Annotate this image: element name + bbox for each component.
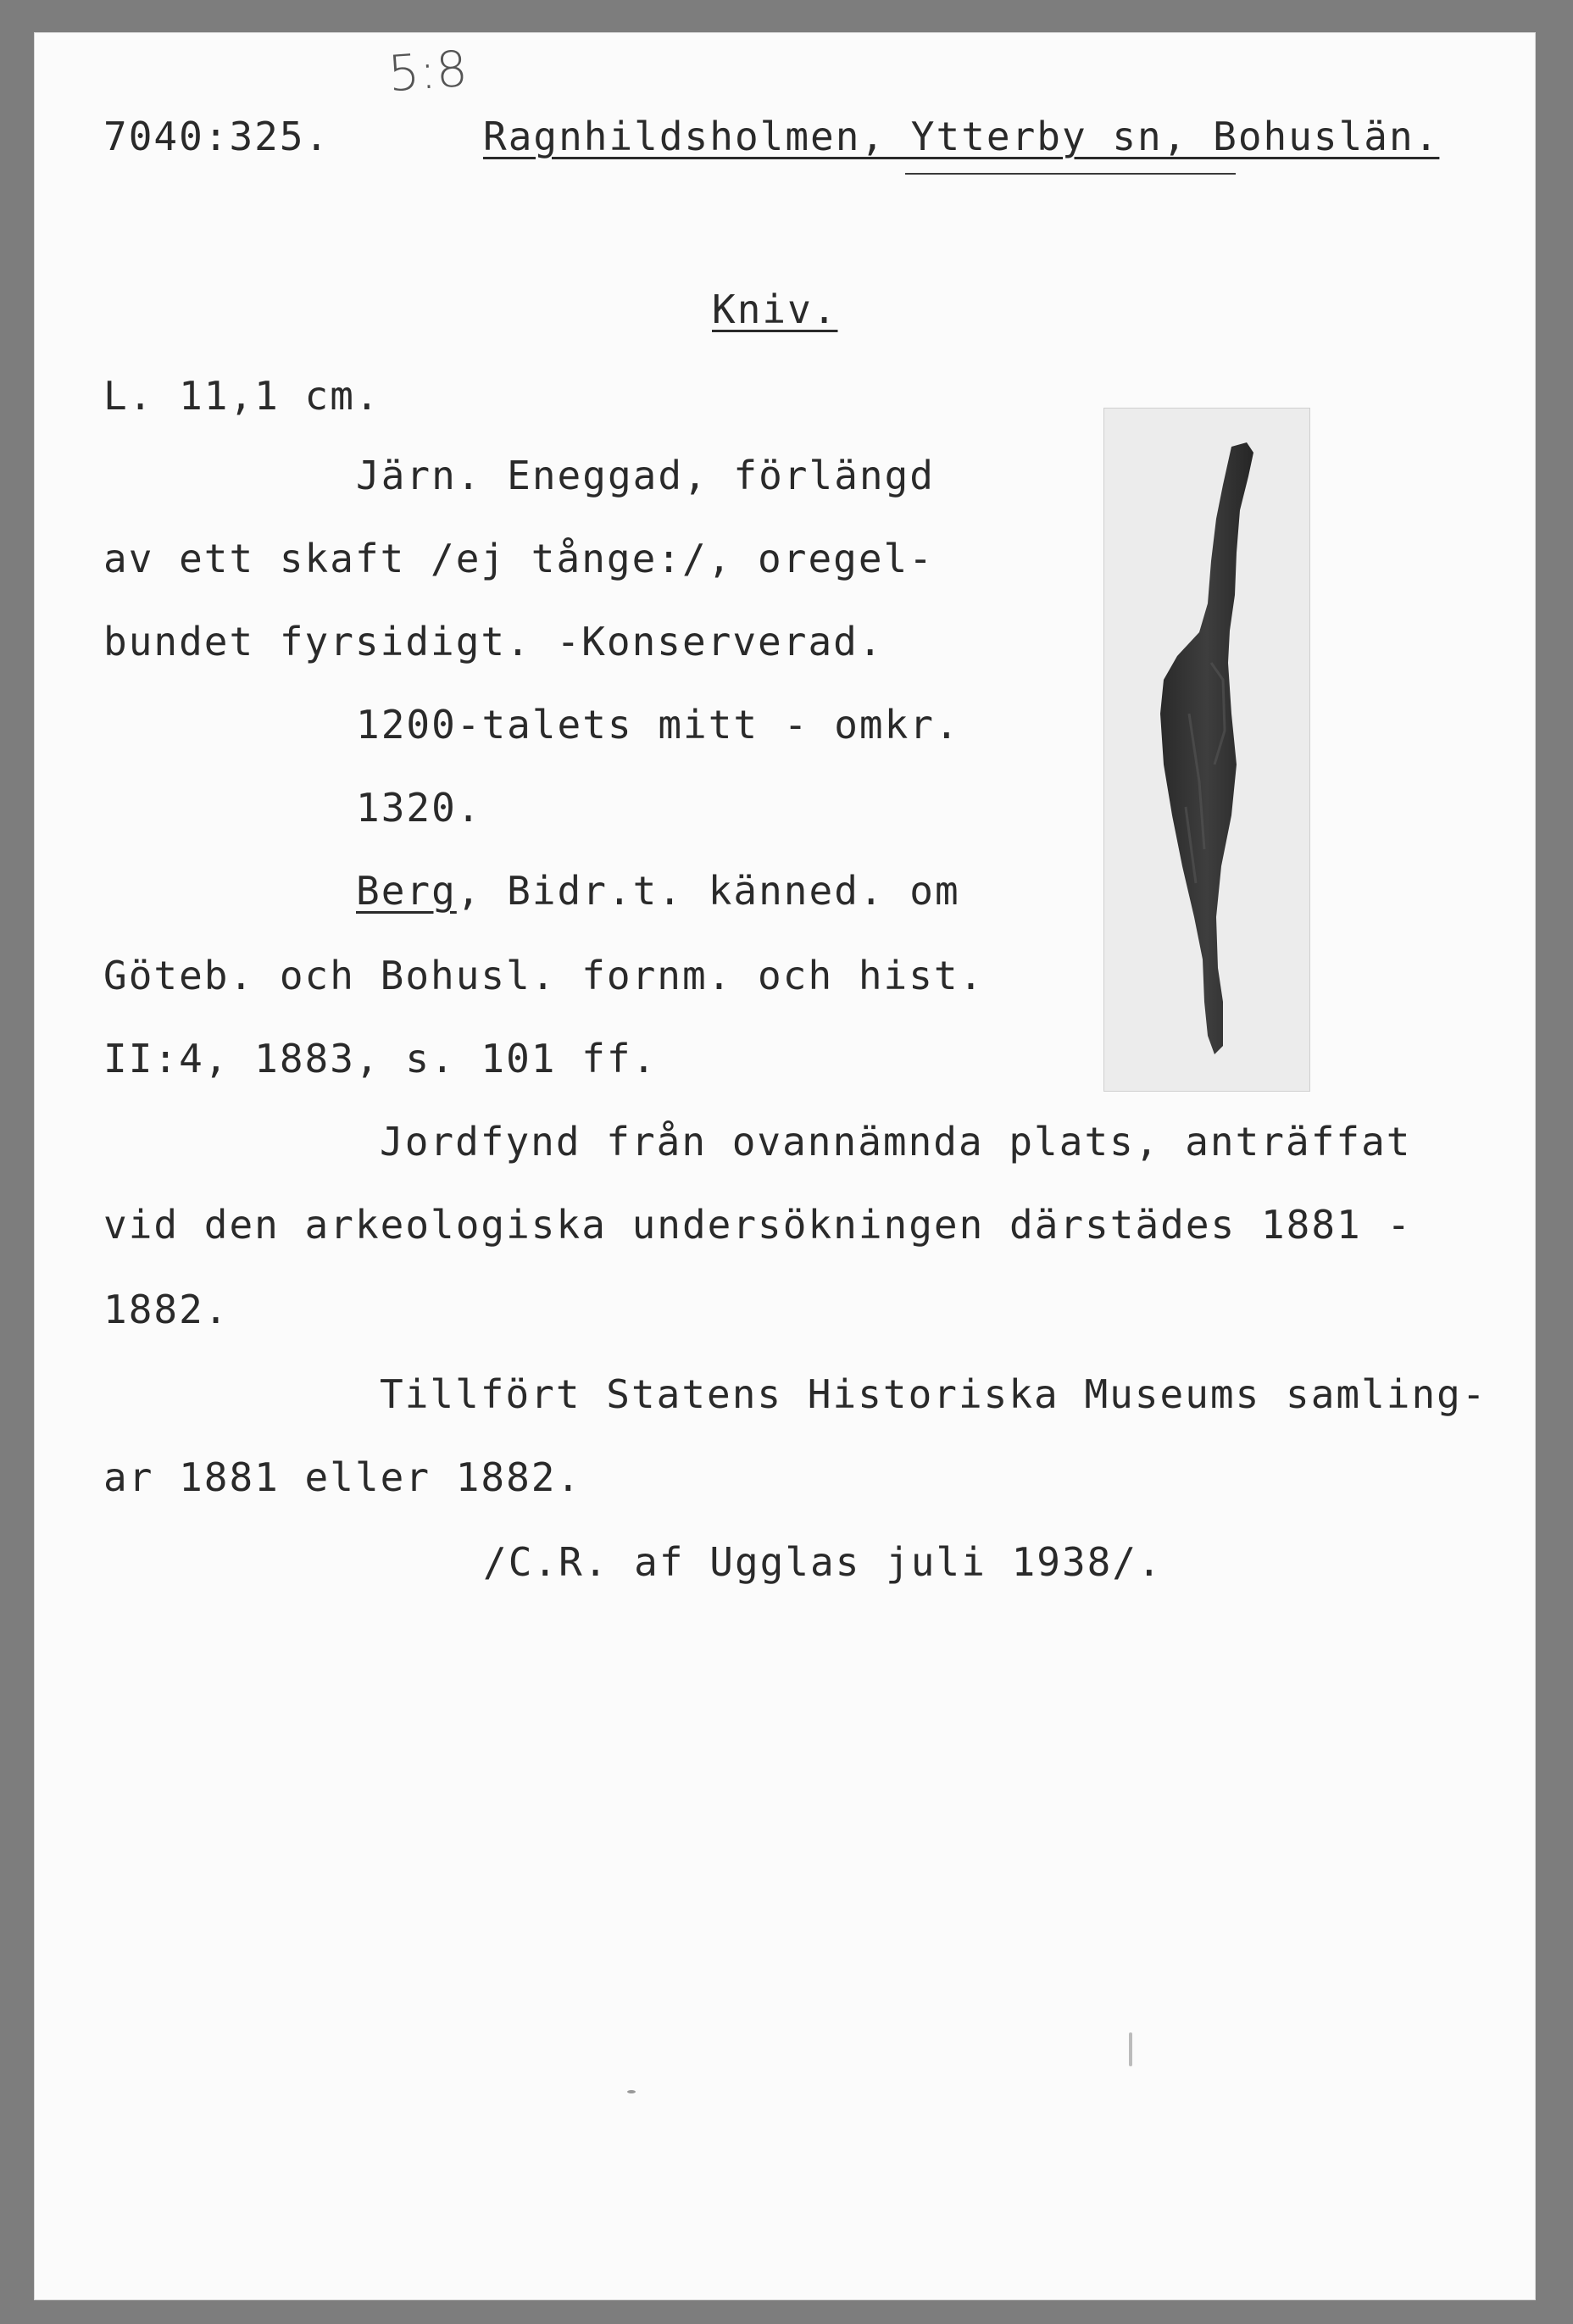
card-speck	[627, 2090, 636, 2093]
reference-line-2: Göteb. och Bohusl. fornm. och hist.	[103, 953, 985, 998]
dating-line-1: 1200-talets mitt - omkr.	[356, 702, 960, 748]
object-title: Kniv.	[712, 286, 838, 332]
handwritten-note: 5:8	[386, 39, 470, 103]
inventory-number: 7040:325.	[103, 114, 331, 159]
knife-silhouette	[1160, 442, 1253, 1054]
find-line-2: vid den arkeologiska undersökningen därstädes 1881 -	[103, 1202, 1413, 1248]
description-line-1: Järn. Eneggad, förlängd	[356, 453, 935, 498]
description-line-2: av ett skaft /ej tånge:/, oregel-	[103, 536, 934, 581]
knife-image	[1104, 409, 1309, 1091]
knife-photograph	[1103, 408, 1310, 1092]
measurement: L. 11,1 cm.	[103, 373, 381, 419]
index-card	[34, 32, 1536, 2300]
acquisition-line-2: ar 1881 eller 1882.	[103, 1454, 582, 1500]
description-line-3: bundet fyrsidigt. -Konserverad.	[103, 619, 884, 664]
location-heading: Ragnhildsholmen, Ytterby sn, Bohuslän.	[483, 114, 1440, 159]
signature: /C.R. af Ugglas juli 1938/.	[483, 1539, 1163, 1585]
location-extra-rule	[905, 173, 1236, 175]
find-line-3: 1882.	[103, 1287, 230, 1332]
acquisition-line-1: Tillfört Statens Historiska Museums samling-	[380, 1371, 1487, 1417]
reference-author: Berg	[356, 868, 457, 914]
find-line-1: Jordfynd från ovannämnda plats, anträffat	[380, 1119, 1412, 1165]
card-speck	[1129, 2032, 1132, 2066]
dating-line-2: 1320.	[356, 785, 482, 831]
reference-line-1: Berg, Bidr.t. känned. om	[356, 868, 960, 914]
reference-line-3: II:4, 1883, s. 101 ff.	[103, 1036, 658, 1081]
